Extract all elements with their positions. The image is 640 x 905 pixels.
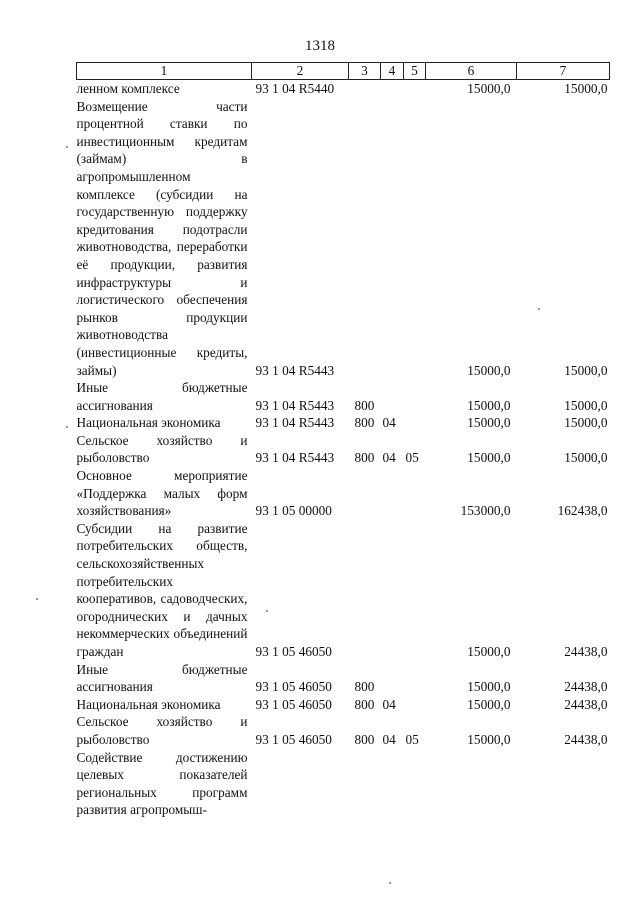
row-code: 93 1 05 00000 (255, 503, 332, 519)
row-subsection (404, 467, 426, 520)
table-row (77, 98, 610, 380)
row-expense-type (349, 749, 381, 819)
table-header (77, 63, 610, 80)
row-amount-year1: 15000,0 (467, 644, 511, 659)
row-section (381, 520, 404, 661)
header-col-5: 5 (404, 63, 426, 80)
budget-table (76, 62, 610, 819)
scan-speck (538, 308, 540, 310)
row-amount-year2: 162438,0 (557, 503, 608, 519)
row-name: Сельское хозяйство и рыболовство (76, 432, 248, 466)
row-amount-year2: 24438,0 (564, 696, 608, 712)
header-col-4: 4 (381, 63, 404, 80)
row-amount-year1: 15000,0 (467, 731, 511, 747)
row-expense-type: 800 (354, 397, 375, 413)
row-amount-year1: 153000,0 (460, 503, 511, 519)
row-code: 93 1 05 46050 (255, 696, 332, 712)
table-row (77, 379, 610, 414)
scan-speck (389, 882, 391, 884)
table-row (77, 661, 610, 696)
row-amount-year1: 15000,0 (467, 679, 511, 695)
row-expense-type: 800 (354, 731, 375, 747)
row-subsection (404, 520, 426, 661)
table-row (77, 80, 610, 98)
row-amount-year1 (426, 749, 517, 819)
row-amount-year1: 15000,0 (467, 362, 511, 378)
row-amount-year2: 24438,0 (564, 679, 608, 695)
row-section (381, 379, 404, 414)
row-amount-year2 (517, 749, 610, 819)
row-code (252, 749, 349, 819)
header-col-6: 6 (426, 63, 517, 80)
table-row (77, 432, 610, 467)
page-number: 1318 (305, 38, 335, 54)
row-name: ленном комплексе (76, 81, 180, 96)
row-amount-year2: 15000,0 (564, 415, 608, 431)
row-name: Содействие достижению целевых показателей региональных программ развития агропромыш- (76, 749, 248, 818)
row-subsection (404, 696, 426, 714)
row-subsection: 05 (405, 731, 419, 747)
row-code: 93 1 04 R5443 (255, 415, 335, 431)
row-code: 93 1 05 46050 (255, 644, 332, 659)
row-subsection (404, 749, 426, 819)
row-expense-type: 800 (354, 450, 375, 466)
row-name: Иные бюджетные ассигнования (76, 661, 248, 695)
row-section (381, 80, 404, 98)
header-col-7: 7 (517, 63, 610, 80)
row-code: 93 1 04 R5443 (255, 362, 335, 378)
row-amount-year1: 15000,0 (467, 415, 511, 431)
row-expense-type (349, 98, 381, 380)
row-name: Иные бюджетные ассигнования (76, 380, 248, 413)
row-name: Субсидии на развитие потребительских обществ, сельскохозяйственных потребительских кооперативов, садоводческих, огороднических и дачных некоммерческих объединений граждан (76, 520, 248, 659)
row-code: 93 1 04 R5440 (255, 81, 335, 96)
scan-speck (66, 426, 68, 428)
row-name: Национальная экономика (76, 696, 221, 712)
row-expense-type: 800 (354, 415, 375, 431)
row-section (381, 749, 404, 819)
table-row (77, 467, 610, 520)
row-amount-year1: 15000,0 (467, 81, 511, 96)
row-expense-type (349, 520, 381, 661)
header-col-2: 2 (252, 63, 349, 80)
row-code: 93 1 04 R5443 (255, 450, 335, 466)
row-subsection (404, 80, 426, 98)
row-amount-year1: 15000,0 (467, 696, 511, 712)
row-amount-year2: 15000,0 (564, 450, 608, 466)
row-section: 04 (382, 731, 396, 747)
row-name: Сельское хозяйство и рыболовство (76, 714, 248, 747)
row-subsection (404, 379, 426, 414)
row-expense-type (349, 80, 381, 98)
row-subsection (404, 661, 426, 696)
row-section (381, 467, 404, 520)
row-name: Основное мероприятие «Поддержка малых форм хозяйствования» (76, 468, 248, 519)
row-section: 04 (382, 415, 396, 431)
scan-speck (36, 598, 38, 600)
row-amount-year2: 24438,0 (564, 731, 608, 747)
row-amount-year1: 15000,0 (467, 450, 511, 466)
row-code: 93 1 04 R5443 (255, 397, 335, 413)
row-subsection: 05 (405, 450, 419, 466)
table-row (77, 520, 610, 661)
scan-speck (266, 610, 268, 612)
row-name: Национальная экономика (76, 415, 221, 431)
row-expense-type (349, 467, 381, 520)
table-row (77, 696, 610, 714)
row-code: 93 1 05 46050 (255, 679, 332, 695)
row-subsection (404, 414, 426, 432)
table-row (77, 713, 610, 748)
header-col-1: 1 (77, 63, 252, 80)
row-amount-year1: 15000,0 (467, 397, 511, 413)
table-row (77, 749, 610, 819)
row-section (381, 661, 404, 696)
row-amount-year2: 24438,0 (564, 644, 608, 659)
table-row (77, 414, 610, 432)
row-expense-type: 800 (354, 696, 375, 712)
table-body (77, 80, 610, 819)
row-code: 93 1 05 46050 (255, 731, 332, 747)
row-section (381, 98, 404, 380)
scan-speck (66, 146, 68, 148)
header-row (77, 63, 610, 80)
row-section: 04 (382, 696, 396, 712)
row-subsection (404, 98, 426, 380)
row-expense-type: 800 (354, 679, 375, 695)
row-name: Возмещение части процентной ставки по инвестиционным кредитам (займам) в агропромышленном комплексе (субсидии на государственную поддержку кредитования подотрасли животноводства, переработки её продукции, развития инфраструктуры и логистического обеспечения рынков продукции животноводства (инвестиционные кредиты, займы) (76, 98, 248, 378)
row-amount-year2: 15000,0 (564, 362, 608, 378)
row-amount-year2: 15000,0 (564, 81, 608, 96)
row-amount-year2: 15000,0 (564, 397, 608, 413)
header-col-3: 3 (349, 63, 381, 80)
row-section: 04 (382, 450, 396, 466)
